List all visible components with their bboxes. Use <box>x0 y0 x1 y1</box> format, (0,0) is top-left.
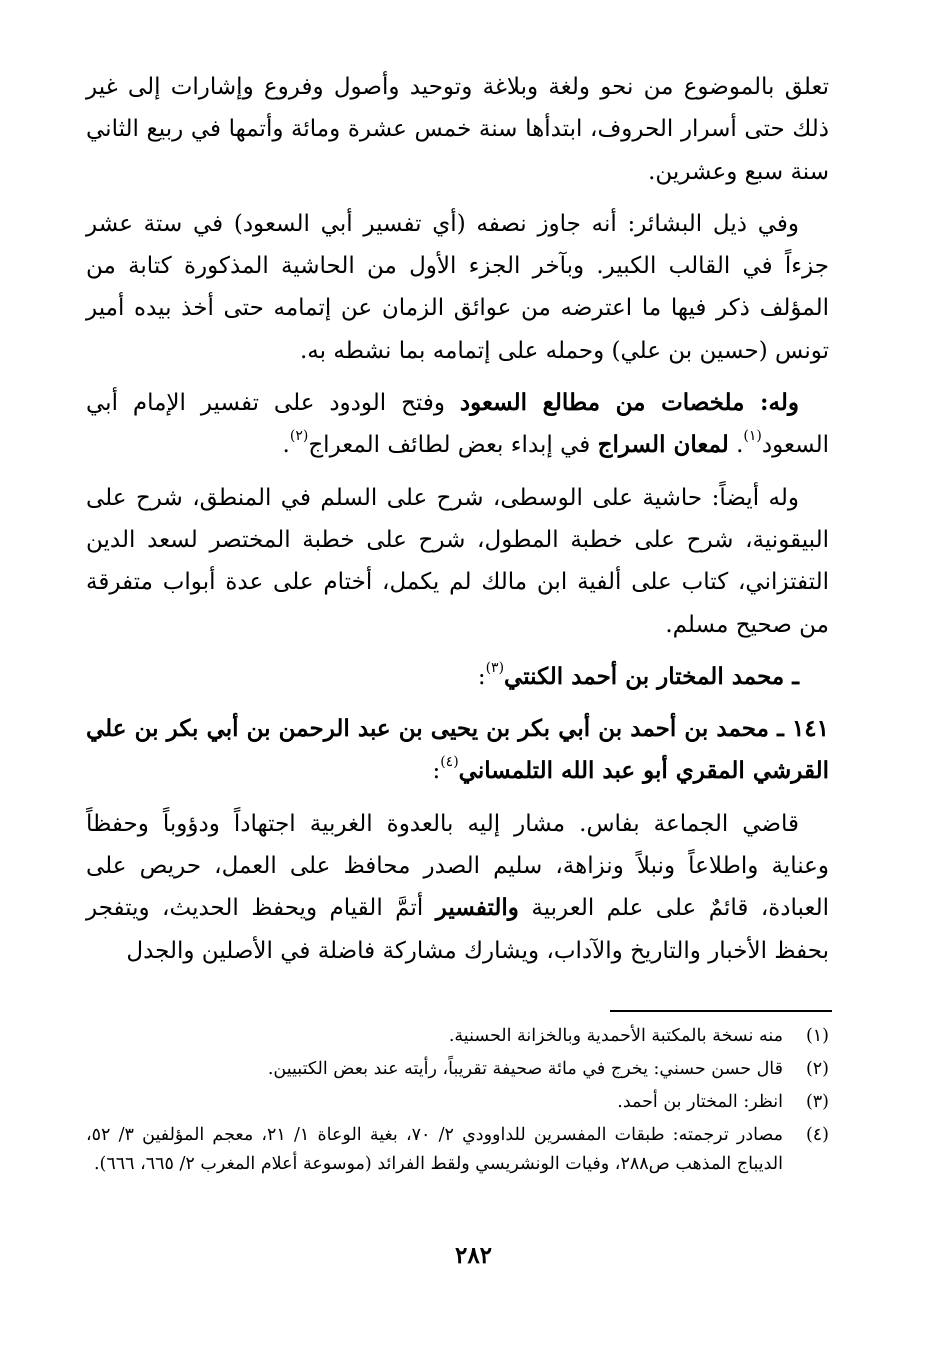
footnote-2 <box>86 1055 829 1084</box>
main-text <box>86 66 829 982</box>
paragraph-3-mid: وفتح الودود على تفسير الإمام أبي السعود <box>86 390 829 459</box>
book-title-mulakhasat: ملخصات من مطالع السعود <box>459 389 745 417</box>
footnote-ref-1[interactable]: (١) <box>743 428 762 445</box>
footnote-3 <box>86 1088 829 1117</box>
footnote-separator <box>610 1010 832 1012</box>
footnote-text: منه نسخة بالمكتبة الأحمدية وبالخزانة الحسنية. <box>448 1026 783 1046</box>
footnote-number: (١) <box>805 1026 829 1046</box>
entry-heading-141-text: ١٤١ ـ محمد بن أحمد بن أبي بكر بن يحيى بن عبد الرحمن بن أبي بكر بن علي القرشي المقري أبو عبد الله التلمساني <box>86 715 829 785</box>
paragraph-2: وفي ذيل البشائر: أنه جاوز نصفه (أي تفسير أبي السعود) في ستة عشر جزءاً في القالب الكبير. وبآخر الجزء الأول من الحاشية المذكورة كتابة من المؤلف ذكر فيها ما اعترضه من عوائق الزمان عن إتمامه حتى أخذ بيده أمير تونس (حسين بن علي) وحمله على إتمامه بما نشطه به. <box>86 210 829 364</box>
paragraph-3-mid2: في إبداء بعض لطائف المعراج <box>308 432 598 459</box>
footnotes <box>86 1022 829 1183</box>
page-number: ٢٨٢ <box>454 1242 493 1269</box>
entry-heading-mukhtar-text: ـ محمد المختار بن أحمد الكنتي <box>504 662 799 690</box>
paragraph-5 <box>86 803 829 972</box>
entry-heading-mukhtar-colon: : <box>477 663 486 690</box>
footnote-ref-3[interactable]: (٣) <box>485 659 505 676</box>
footnote-ref-4[interactable]: (٤) <box>440 754 459 771</box>
entry-heading-mukhtar <box>86 656 829 698</box>
paragraph-3-end: . <box>282 432 290 459</box>
entry-heading-141-colon: : <box>432 758 441 785</box>
paragraph-3-sep: . <box>728 432 744 459</box>
footnote-ref-2[interactable]: (٢) <box>289 428 309 445</box>
paragraph-5-b: أتمَّ القيام ويحفظ الحديث، ويتفجر بحفظ الأخبار والتاريخ والآداب، ويشارك مشاركة فاضلة في الأصلين والجدل <box>86 895 829 964</box>
footnote-number: (٤) <box>805 1125 829 1145</box>
footnote-text: مصادر ترجمته: طبقات المفسرين للداوودي ٢/ ٧٠، بغية الوعاة ١/ ٢١، معجم المؤلفين ٣/ ٥٢، الديباج المذهب ص٢٨٨، وفيات الونشريسي ولقط الفرائد (موسوعة أعلام المغرب ٢/ ٦٦٥، ٦٦٦). <box>86 1125 783 1174</box>
footnote-number: (٢) <box>805 1059 829 1079</box>
footnote-text: انظر: المختار بن أحمد. <box>617 1092 783 1112</box>
paragraph-3 <box>86 382 829 467</box>
footnote-text: قال حسن حسني: يخرج في مائة صحيفة تقريباً، رأيته عند بعض الكتبيين. <box>267 1059 783 1079</box>
paragraph-4: وله أيضاً: حاشية على الوسطى، شرح على السلم في المنطق، شرح على البيقونية، شرح على خطبة المطول، شرح على خطبة المختصر لسعد الدين التفتزاني، كتاب على ألفية ابن مالك لم يكمل، أختام على عدة أبواب متفرقة من صحيح مسلم. <box>86 484 829 638</box>
entry-heading-141 <box>86 708 829 793</box>
paragraph-5-bold: والتفسير <box>435 894 519 922</box>
footnote-1 <box>86 1022 829 1051</box>
paragraph-3-lead: وله: <box>744 389 799 417</box>
paragraph-1: تعلق بالموضوع من نحو ولغة وبلاغة وتوحيد وأصول وفروع وإشارات إلى غير ذلك حتى أسرار الحروف، ابتدأها سنة خمس عشرة ومائة وأتمها في ربيع الثاني سنة سبع وعشرين. <box>86 74 829 185</box>
book-title-lamaan: لمعان السراج <box>597 431 729 459</box>
paragraph-5-a: قاضي الجماعة بفاس. مشار إليه بالعدوة الغربية اجتهاداً ودؤوباً وحفظاً وعناية واطلاعاً ونبلاً ونزاهة، سليم الصدر محافظ على العمل، حريص على العبادة، قائمٌ على علم العربية <box>86 810 829 922</box>
footnote-4 <box>86 1121 829 1179</box>
footnote-number: (٣) <box>805 1092 829 1112</box>
